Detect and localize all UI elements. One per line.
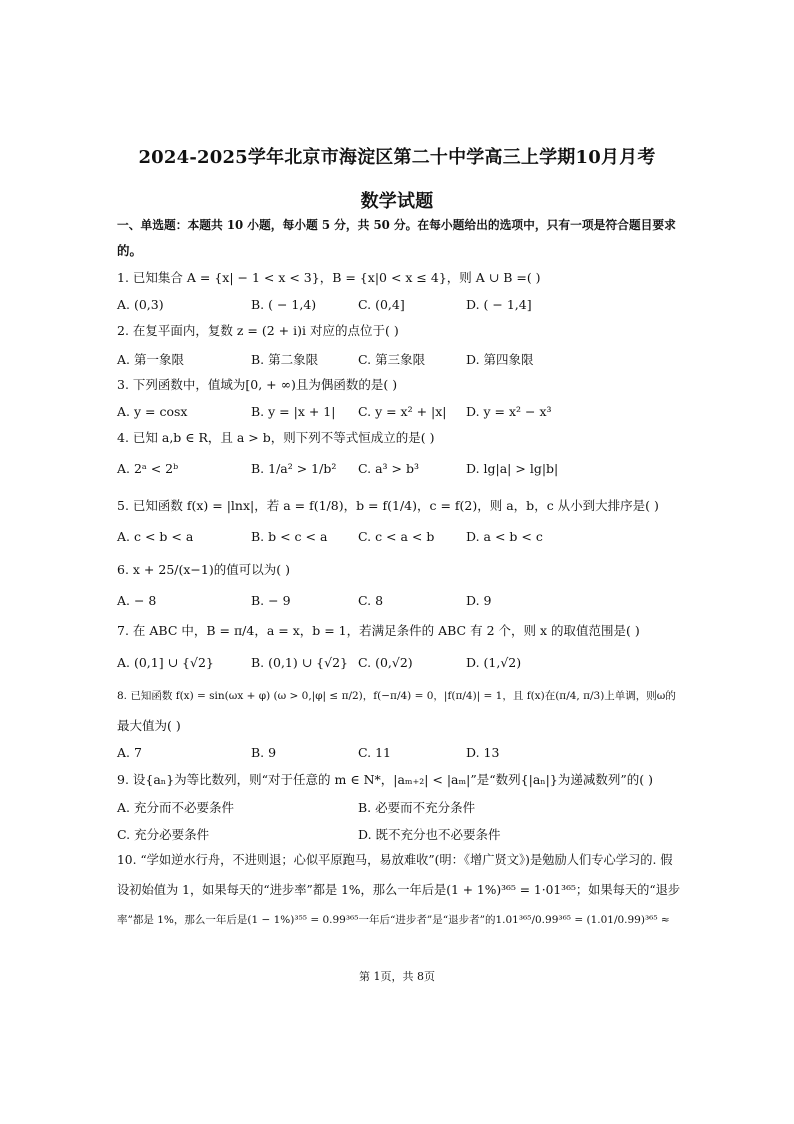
question-7-option-a: A. (0,1] ∪ {√2} [117, 655, 214, 670]
question-2-option-c: C. 第三象限 [358, 352, 426, 367]
question-10-line1: 10. “学如逆水行舟，不进则退；心似平原跑马，易放难收”(明：《增广贤文》)是勉励人们专心学习的. 假 [117, 853, 673, 867]
question-9-option-c: C. 充分必要条件 [117, 827, 210, 842]
question-8-option-a: A. 7 [117, 745, 142, 760]
question-6-option-b: B. − 9 [251, 593, 291, 608]
question-6-stem: 6. x + 25/(x−1)的值可以为( ) [117, 562, 290, 577]
exam-subtitle: 数学试题 [360, 191, 434, 212]
question-5-option-d: D. a < b < c [466, 529, 543, 544]
question-5-stem: 5. 已知函数 f(x) = |lnx|，若 a = f(1/8)，b = f(1/4)，c = f(2)，则 a，b，c 从小到大排序是( ) [117, 498, 659, 513]
question-9-option-b: B. 必要而不充分条件 [358, 800, 476, 815]
question-2-option-b: B. 第二象限 [251, 352, 319, 367]
question-10-line2: 设初始值为 1，如果每天的“进步率”都是 1%，那么一年后是(1 + 1%)³⁶⁵ = 1·01³⁶⁵；如果每天的“退步 [117, 883, 681, 897]
question-1-option-c: C. (0,4] [358, 297, 405, 312]
question-4-option-c: C. a³ > b³ [358, 461, 419, 476]
question-4-option-d: D. lg|a| > lg|b| [466, 461, 559, 476]
question-1-stem: 1. 已知集合 A = {x| − 1 < x < 3}，B = {x|0 < x ≤ 4}，则 A ∪ B =( ) [117, 270, 541, 285]
question-5-option-a: A. c < b < a [117, 529, 194, 544]
section-heading-line1: 一、单选题：本题共 10 小题，每小题 5 分，共 50 分。在每小题给出的选项中，只有一项是符合题目要求 [117, 218, 676, 232]
question-7-option-c: C. (0,√2) [358, 655, 413, 670]
question-4-option-b: B. 1/a² > 1/b² [251, 461, 337, 476]
question-7-stem: 7. 在 ABC 中，B = π/4，a = x，b = 1，若满足条件的 ABC 有 2 个，则 x 的取值范围是( ) [117, 623, 640, 638]
question-2-stem: 2. 在复平面内，复数 z = (2 + i)i 对应的点位于( ) [117, 323, 399, 338]
question-8-option-b: B. 9 [251, 745, 277, 760]
question-3-option-b: B. y = |x + 1| [251, 404, 336, 419]
question-7-option-b: B. (0,1) ∪ {√2} [251, 655, 349, 670]
section-heading-line2: 的。 [117, 243, 143, 258]
question-2-option-a: A. 第一象限 [117, 352, 184, 367]
question-9-option-d: D. 既不充分也不必要条件 [358, 827, 501, 842]
question-3-option-c: C. y = x² + |x| [358, 404, 447, 419]
question-3-option-d: D. y = x² − x³ [466, 404, 552, 419]
page-footer: 第 1页，共 8页 [359, 970, 435, 983]
question-8-option-d: D. 13 [466, 745, 500, 760]
question-1-option-b: B. ( − 1,4) [251, 297, 317, 312]
question-5-option-b: B. b < c < a [251, 529, 328, 544]
question-4-option-a: A. 2ᵃ < 2ᵇ [117, 461, 179, 476]
question-7-option-d: D. (1,√2) [466, 655, 522, 670]
question-6-option-a: A. − 8 [117, 593, 157, 608]
question-1-option-a: A. (0,3) [117, 297, 164, 312]
exam-title: 2024-2025学年北京市海淀区第二十中学高三上学期10月月考 [138, 147, 656, 168]
question-6-option-d: D. 9 [466, 593, 492, 608]
question-4-stem: 4. 已知 a,b ∈ R，且 a > b，则下列不等式恒成立的是( ) [117, 430, 435, 445]
question-9-stem: 9. 设{aₙ}为等比数列，则“对于任意的 m ∈ N*，|aₘ₊₂| < |aₘ|”是“数列{|aₙ|}为递减数列”的( ) [117, 772, 653, 787]
question-2-option-d: D. 第四象限 [466, 352, 534, 367]
question-3-option-a: A. y = cosx [117, 404, 188, 419]
question-9-option-a: A. 充分而不必要条件 [117, 800, 234, 815]
question-5-option-c: C. c < a < b [358, 529, 435, 544]
question-3-stem: 3. 下列函数中，值域为[0, + ∞)且为偶函数的是( ) [117, 377, 398, 392]
question-8-stem-line1: 8. 已知函数 f(x) = sin(ωx + φ) (ω > 0,|φ| ≤ π/2)，f(−π/4) = 0，|f(π/4)| = 1，且 f(x)在(π/4, π/3)上单调，则ω的 [117, 690, 676, 702]
question-1-option-d: D. ( − 1,4] [466, 297, 532, 312]
question-6-option-c: C. 8 [358, 593, 384, 608]
question-8-stem-line2: 最大值为( ) [117, 718, 181, 733]
question-10-line3: 率”都是 1%，那么一年后是(1 − 1%)³⁵⁵ = 0.99³⁶⁵一年后“进步者”是“退步者”的1.01³⁶⁵/0.99³⁶⁵ = (1.01/0.99)³⁶⁵ ≈ [117, 914, 670, 926]
question-8-option-c: C. 11 [358, 745, 391, 760]
